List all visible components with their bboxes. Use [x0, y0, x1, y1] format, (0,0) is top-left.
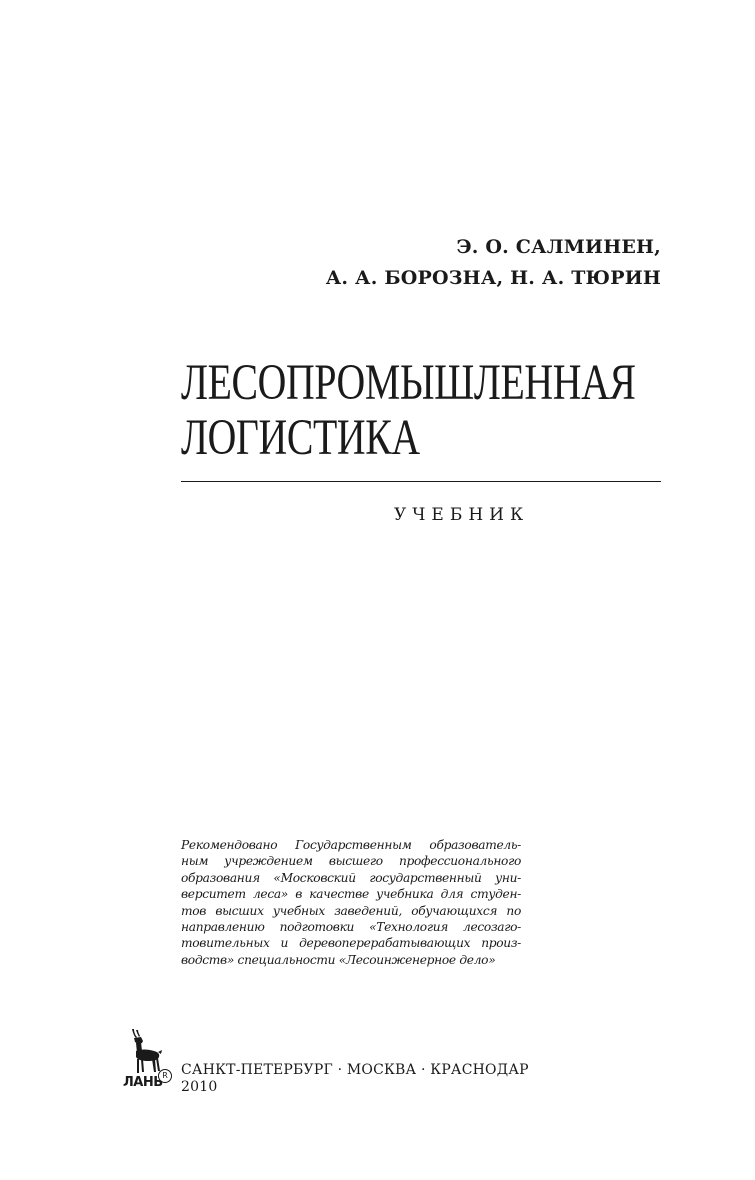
publication-year: 2010	[181, 1079, 218, 1095]
book-title	[181, 355, 636, 466]
recommendation-line: тов высших учебных заведений, обучающихся по	[181, 903, 521, 918]
recommendation-line: образования «Московский государственный уни-	[181, 870, 521, 885]
book-title-line-2: ЛОГИСТИКА	[181, 410, 420, 466]
recommendation-text	[181, 837, 521, 968]
author-line-2: А. А. БОРОЗНА, Н. А. ТЮРИН	[325, 267, 661, 289]
imprint	[181, 1062, 529, 1096]
authors	[326, 232, 661, 294]
author-line-1: Э. О. САЛМИНЕН,	[456, 236, 661, 258]
recommendation-line: верситет леса» в качестве учебника для студен-	[181, 887, 521, 902]
book-title-line-1: ЛЕСОПРОМЫШЛЕННАЯ	[181, 355, 636, 411]
recommendation-line: водств» специальности «Лесоинженерное дело»	[181, 952, 496, 967]
book-type: УЧЕБНИК	[394, 505, 530, 525]
recommendation-line: товительных и деревоперерабатывающих произ-	[181, 936, 521, 951]
publisher-cities: САНКТ-ПЕТЕРБУРГ · МОСКВА · КРАСНОДАР	[181, 1062, 529, 1078]
registered-mark: R	[158, 1069, 172, 1083]
publisher-logo-text: ЛАНЬ	[123, 1075, 163, 1090]
recommendation-line: Рекомендовано Государственным образователь-	[181, 838, 521, 852]
recommendation-line: направлению подготовки «Технология лесозаго-	[181, 920, 521, 935]
recommendation-line: ным учреждением высшего профессионального	[181, 854, 521, 869]
title-divider	[181, 481, 661, 482]
